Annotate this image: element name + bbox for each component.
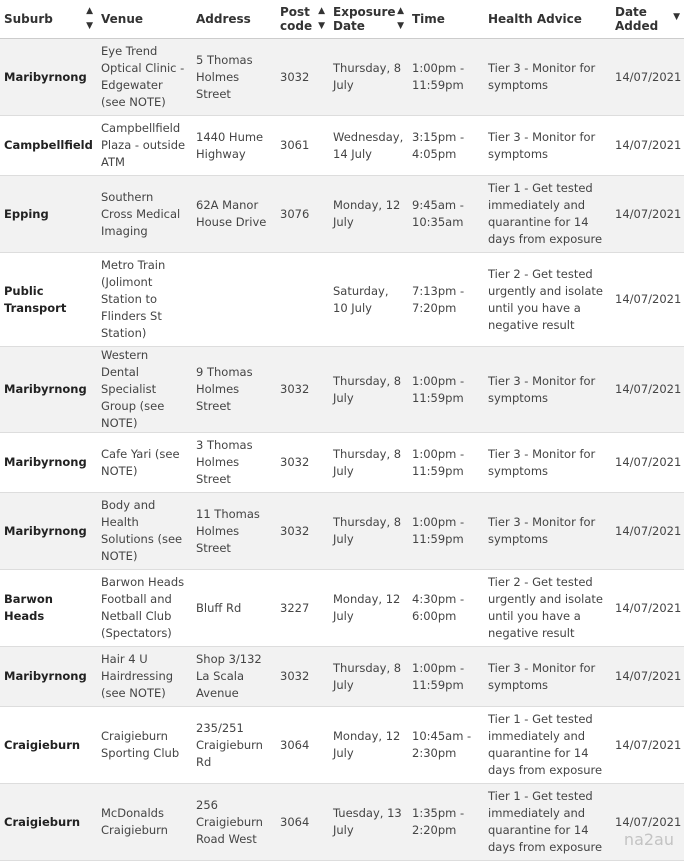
cell-suburb: Craigieburn [0, 784, 97, 861]
cell-time: 10:45am - 2:30pm [408, 707, 484, 784]
header-label-time: Time [412, 12, 445, 26]
col-header-time[interactable] [408, 0, 484, 39]
header-label-exposure-2: Date [333, 19, 365, 33]
sort-updown-icon[interactable]: ▲ ▼ [86, 6, 93, 31]
header-label-health: Health Advice [488, 12, 582, 26]
cell-health-advice: Tier 2 - Get tested urgently and isolate until you have a negative result [484, 253, 611, 347]
cell-suburb: Public Transport [0, 253, 97, 347]
cell-postcode: 3032 [276, 493, 329, 570]
header-label-exposure-1: Exposure [333, 5, 396, 19]
cell-postcode: 3061 [276, 116, 329, 176]
cell-suburb: Barwon Heads [0, 570, 97, 647]
cell-suburb: Maribyrnong [0, 39, 97, 116]
col-header-venue[interactable] [97, 0, 192, 39]
table-row [0, 253, 684, 347]
cell-venue: Eye Trend Optical Clinic - Edgewater (see NOTE) [97, 39, 192, 116]
cell-exposure-date: Thursday, 8 July [329, 347, 408, 433]
cell-suburb: Epping [0, 176, 97, 253]
cell-postcode [276, 253, 329, 347]
cell-address: 11 Thomas Holmes Street [192, 493, 276, 570]
col-header-date-added[interactable] [611, 0, 684, 39]
cell-postcode: 3064 [276, 784, 329, 861]
cell-address: 3 Thomas Holmes Street [192, 433, 276, 493]
table-row [0, 347, 684, 433]
cell-exposure-date: Wednesday, 14 July [329, 116, 408, 176]
cell-time: 1:00pm - 11:59pm [408, 647, 484, 707]
cell-date-added: 14/07/2021 [611, 707, 684, 784]
cell-date-added: 14/07/2021 [611, 116, 684, 176]
cell-postcode: 3032 [276, 39, 329, 116]
cell-address: 256 Craigieburn Road West [192, 784, 276, 861]
cell-address: 62A Manor House Drive [192, 176, 276, 253]
table-row [0, 433, 684, 493]
table-row [0, 176, 684, 253]
cell-date-added: 14/07/2021 [611, 176, 684, 253]
cell-exposure-date: Saturday, 10 July [329, 253, 408, 347]
cell-suburb: Maribyrnong [0, 647, 97, 707]
cell-address: 1440 Hume Highway [192, 116, 276, 176]
cell-date-added: 14/07/2021 [611, 647, 684, 707]
cell-time: 9:45am - 10:35am [408, 176, 484, 253]
header-label-venue: Venue [101, 12, 143, 26]
table-header [0, 0, 684, 39]
header-label-suburb: Suburb [4, 12, 53, 26]
cell-suburb: Campbellfield [0, 116, 97, 176]
cell-venue: Metro Train (Jolimont Station to Flinders St Station) [97, 253, 192, 347]
table-row [0, 493, 684, 570]
cell-time: 1:00pm - 11:59pm [408, 347, 484, 433]
cell-date-added: 14/07/2021 [611, 570, 684, 647]
cell-venue: Body and Health Solutions (see NOTE) [97, 493, 192, 570]
cell-address: Shop 3/132 La Scala Avenue [192, 647, 276, 707]
table-row [0, 39, 684, 116]
cell-time: 1:00pm - 11:59pm [408, 433, 484, 493]
cell-address: 5 Thomas Holmes Street [192, 39, 276, 116]
cell-address: Bluff Rd [192, 570, 276, 647]
cell-time: 4:30pm - 6:00pm [408, 570, 484, 647]
cell-venue: Campbellfield Plaza - outside ATM [97, 116, 192, 176]
cell-health-advice: Tier 1 - Get tested immediately and quarantine for 14 days from exposure [484, 176, 611, 253]
col-header-address[interactable] [192, 0, 276, 39]
cell-venue: Craigieburn Sporting Club [97, 707, 192, 784]
cell-postcode: 3032 [276, 647, 329, 707]
cell-postcode: 3076 [276, 176, 329, 253]
cell-time: 1:35pm - 2:20pm [408, 784, 484, 861]
cell-time: 7:13pm - 7:20pm [408, 253, 484, 347]
cell-health-advice: Tier 3 - Monitor for symptoms [484, 493, 611, 570]
cell-date-added: 14/07/2021 [611, 433, 684, 493]
cell-health-advice: Tier 1 - Get tested immediately and quarantine for 14 days from exposure [484, 707, 611, 784]
cell-postcode: 3064 [276, 707, 329, 784]
cell-exposure-date: Tuesday, 13 July [329, 784, 408, 861]
cell-date-added: 14/07/2021 [611, 784, 684, 861]
watermark: na2au [623, 830, 674, 849]
cell-date-added: 14/07/2021 [611, 253, 684, 347]
cell-address: 235/251 Craigieburn Rd [192, 707, 276, 784]
cell-suburb: Maribyrnong [0, 433, 97, 493]
cell-date-added: 14/07/2021 [611, 39, 684, 116]
cell-health-advice: Tier 3 - Monitor for symptoms [484, 433, 611, 493]
header-label-added-2: Added [615, 19, 659, 33]
sort-updown-icon[interactable]: ▲ ▼ [397, 6, 404, 31]
cell-venue: Barwon Heads Football and Netball Club (Spectators) [97, 570, 192, 647]
cell-address: 9 Thomas Holmes Street [192, 347, 276, 433]
cell-health-advice: Tier 3 - Monitor for symptoms [484, 647, 611, 707]
header-label-postcode-2: code [280, 19, 313, 33]
col-header-exposure-date[interactable] [329, 0, 408, 39]
col-header-health-advice[interactable] [484, 0, 611, 39]
cell-exposure-date: Monday, 12 July [329, 570, 408, 647]
cell-time: 1:00pm - 11:59pm [408, 39, 484, 116]
col-header-postcode[interactable] [276, 0, 329, 39]
cell-exposure-date: Thursday, 8 July [329, 39, 408, 116]
cell-exposure-date: Monday, 12 July [329, 707, 408, 784]
cell-exposure-date: Monday, 12 July [329, 176, 408, 253]
cell-venue: Western Dental Specialist Group (see NOTE) [97, 347, 192, 433]
cell-venue: McDonalds Craigieburn [97, 784, 192, 861]
cell-time: 3:15pm - 4:05pm [408, 116, 484, 176]
cell-date-added: 14/07/2021 [611, 347, 684, 433]
cell-venue: Cafe Yari (see NOTE) [97, 433, 192, 493]
sort-updown-icon[interactable]: ▲ ▼ [318, 6, 325, 31]
cell-exposure-date: Thursday, 8 July [329, 433, 408, 493]
cell-date-added: 14/07/2021 [611, 493, 684, 570]
col-header-suburb[interactable] [0, 0, 97, 39]
cell-suburb: Maribyrnong [0, 493, 97, 570]
header-label-postcode-1: Post [280, 5, 310, 19]
table-body [0, 39, 684, 861]
cell-health-advice: Tier 1 - Get tested immediately and quarantine for 14 days from exposure [484, 784, 611, 861]
cell-address [192, 253, 276, 347]
cell-health-advice: Tier 3 - Monitor for symptoms [484, 39, 611, 116]
table-row [0, 570, 684, 647]
table-row [0, 707, 684, 784]
cell-health-advice: Tier 3 - Monitor for symptoms [484, 116, 611, 176]
cell-health-advice: Tier 3 - Monitor for symptoms [484, 347, 611, 433]
cell-time: 1:00pm - 11:59pm [408, 493, 484, 570]
cell-suburb: Maribyrnong [0, 347, 97, 433]
cell-health-advice: Tier 2 - Get tested urgently and isolate until you have a negative result [484, 570, 611, 647]
cell-postcode: 3227 [276, 570, 329, 647]
cell-postcode: 3032 [276, 433, 329, 493]
header-label-address: Address [196, 12, 251, 26]
cell-exposure-date: Thursday, 8 July [329, 647, 408, 707]
table-row [0, 647, 684, 707]
header-label-added-1: Date [615, 5, 647, 19]
cell-exposure-date: Thursday, 8 July [329, 493, 408, 570]
sort-down-icon[interactable]: ▼ [673, 12, 680, 22]
cell-postcode: 3032 [276, 347, 329, 433]
cell-venue: Hair 4 U Hairdressing (see NOTE) [97, 647, 192, 707]
cell-suburb: Craigieburn [0, 707, 97, 784]
table-row [0, 116, 684, 176]
table-row [0, 784, 684, 861]
cell-venue: Southern Cross Medical Imaging [97, 176, 192, 253]
